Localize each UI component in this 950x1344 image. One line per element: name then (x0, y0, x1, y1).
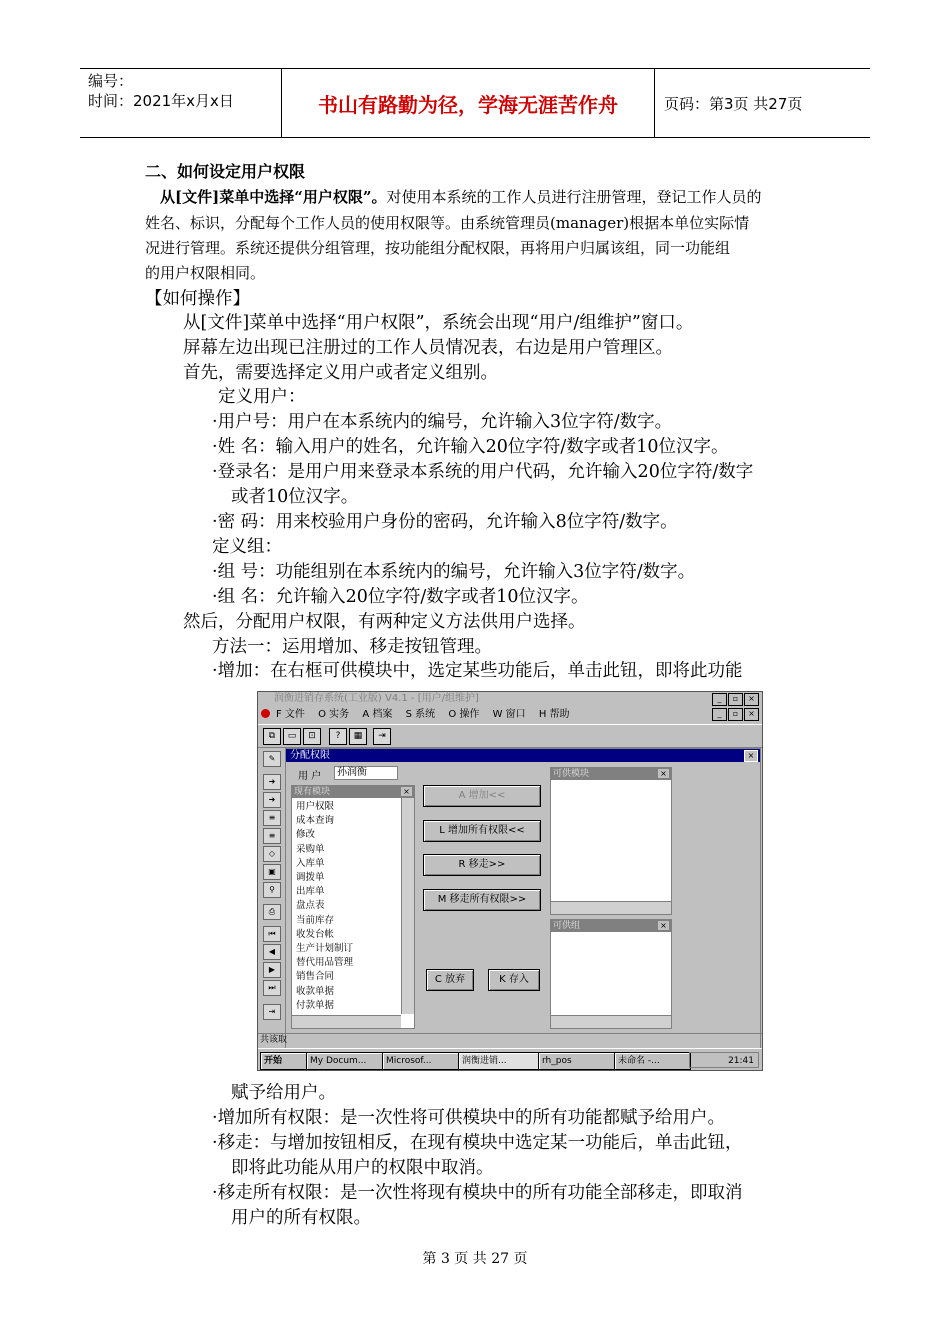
after-line-4: 即将此功能从用户的权限中取消。 (231, 1158, 494, 1178)
search-icon[interactable]: ⚲ (263, 882, 281, 898)
current-modules-panel (291, 785, 415, 1029)
time-label: 时间：2021年x月x日 (88, 92, 234, 110)
next-record-icon[interactable]: ▶ (263, 962, 281, 978)
close-icon[interactable]: × (658, 769, 669, 778)
horizontal-scrollbar[interactable] (292, 1015, 401, 1028)
add-line: ·增加：在右框可供模块中，选定某些功能后，单击此钮，即将此功能 (212, 661, 743, 681)
taskbar-item[interactable]: rh_pos (538, 1052, 615, 1070)
menu-operate[interactable]: O 操作 (448, 709, 480, 720)
intro-line-3: 况进行管理。系统还提供分组管理，按功能组分配权限，再将用户归属该组，同一功能组 (145, 239, 731, 257)
menu-window[interactable]: W 窗口 (492, 709, 526, 720)
dialog-title: 分配权限 (286, 749, 760, 762)
horizontal-scrollbar[interactable] (551, 1015, 671, 1028)
save-button[interactable]: K 存入 (488, 969, 540, 991)
insert-icon[interactable]: ≡ (263, 810, 281, 826)
minimize-icon[interactable]: _ (712, 708, 727, 721)
module-list-item[interactable]: 当前库存 (296, 914, 335, 926)
intro-line-2: 姓名、标识，分配每个工作人员的使用权限等。由系统管理员(manager)根据本单位实际情 (145, 214, 750, 232)
current-modules-list[interactable] (296, 800, 353, 1013)
toolbar (258, 724, 762, 748)
remove-button[interactable]: R 移走>> (423, 854, 541, 876)
method1-line: 方法一：运用增加、移走按钮管理。 (212, 637, 492, 657)
start-button[interactable]: 开始 (260, 1052, 307, 1070)
grid-icon[interactable]: ▦ (349, 728, 367, 745)
intro-line1-rest: 对使用本系统的工作人员进行注册管理，登记工作人员的 (386, 188, 762, 206)
module-list-item[interactable]: 入库单 (296, 857, 325, 869)
module-list-item[interactable]: 销售合同 (296, 971, 335, 983)
prev-record-icon[interactable]: ◀ (263, 944, 281, 960)
menu-archive[interactable]: A 档案 (362, 709, 393, 720)
close-icon[interactable]: × (744, 750, 758, 762)
remove-all-button[interactable]: M 移走所有权限>> (423, 889, 541, 911)
delete-icon[interactable]: ≡ (263, 828, 281, 844)
last-record-icon[interactable]: ⏭ (263, 980, 281, 996)
module-list-item[interactable]: 替代用品管理 (296, 957, 354, 969)
print-icon[interactable]: ⎙ (263, 904, 281, 920)
taskbar-item-active[interactable]: 润衡进销... (458, 1052, 539, 1070)
define-group-item: ·组 号：功能组别在本系统内的编号，允许输入3位字符/数字。 (212, 562, 696, 582)
exit-icon[interactable]: ⇥ (263, 1004, 281, 1020)
first-record-icon[interactable]: ⏮ (263, 926, 281, 942)
eraser-icon[interactable]: ◇ (263, 846, 281, 862)
arrow-right-icon[interactable]: ➜ (263, 774, 281, 790)
close-icon[interactable]: × (744, 693, 759, 706)
add-button[interactable]: A 增加<< (423, 785, 541, 807)
header-page-label: 页码：第3页 共27页 (664, 94, 803, 113)
save-icon[interactable]: ▣ (263, 864, 281, 880)
taskbar-item[interactable]: My Docum... (306, 1052, 383, 1070)
minimize-icon[interactable]: _ (712, 693, 727, 706)
taskbar-item[interactable]: Microsof... (382, 1052, 459, 1070)
menu-help[interactable]: H 帮助 (538, 709, 570, 720)
module-list-item[interactable]: 用户权限 (296, 801, 335, 812)
after-line-3: ·移走：与增加按钮相反，在现有模块中选定某一功能后，单击此钮， (212, 1133, 743, 1153)
module-list-item[interactable]: 收款单据 (296, 985, 335, 997)
current-modules-title: 现有模块 × (292, 786, 414, 798)
define-user-item: ·姓 名：输入用户的姓名，允许输入20位字符/数字或者10位汉字。 (212, 437, 729, 457)
module-list-item[interactable]: 生产计划制订 (296, 943, 354, 955)
define-user-item: ·密 码：用来校验用户身份的密码，允许输入8位字符/数字。 (212, 512, 678, 532)
restore-icon[interactable]: ▫ (728, 693, 743, 706)
close-icon[interactable]: × (744, 708, 759, 721)
menu-bar (258, 707, 762, 722)
module-list-item[interactable]: 成本查询 (296, 815, 335, 827)
after-line-2: ·增加所有权限：是一次性将可供模块中的所有功能都赋予给用户。 (212, 1108, 726, 1128)
close-icon[interactable]: × (658, 921, 669, 930)
menu-file[interactable]: F 文件 (276, 709, 305, 720)
intro-line-1 (160, 185, 761, 209)
app-title: 润衡进销存系统(工业版) V4.1 - [用户/组维护] (258, 692, 762, 706)
intro-line-4: 的用户权限相同。 (145, 264, 266, 282)
page-footer: 第 3 页 共 27 页 (422, 1251, 528, 1267)
side-toolbar (260, 748, 282, 1048)
header-meta (80, 69, 282, 137)
taskbar (258, 1048, 762, 1071)
horizontal-scrollbar[interactable] (551, 901, 671, 914)
how-heading: 【如何操作】 (145, 289, 250, 309)
page-header (80, 68, 870, 138)
user-field[interactable]: 孙润衡 (334, 766, 398, 780)
assign-permission-dialog (285, 748, 761, 1054)
module-list-item[interactable]: 收发台帐 (296, 928, 335, 940)
status-bar: 共该取 (258, 1033, 762, 1047)
close-icon[interactable]: × (401, 787, 412, 796)
arrow-right-icon[interactable]: ➜ (263, 792, 281, 808)
body-line-3: 首先，需要选择定义用户或者定义组别。 (183, 363, 498, 383)
available-modules-panel (550, 767, 672, 915)
exit-icon[interactable]: ⇥ (373, 728, 391, 745)
module-list-item[interactable]: 修改 (296, 829, 316, 841)
available-group-panel (550, 919, 672, 1029)
module-list-item[interactable]: 采购单 (296, 843, 325, 855)
define-user-item: ·用户号：用户在本系统内的编号，允许输入3位字符/数字。 (212, 412, 673, 432)
then-line: 然后，分配用户权限，有两种定义方法供用户选择。 (183, 612, 586, 632)
define-group-item: ·组 名：允许输入20位字符/数字或者10位汉字。 (212, 587, 589, 607)
module-list-item[interactable]: 盘点表 (296, 900, 325, 912)
pencil-icon[interactable]: ✎ (263, 751, 281, 767)
body-line-2: 屏幕左边出现已注册过的工作人员情况表，右边是用户管理区。 (183, 338, 673, 358)
define-user-heading: 定义用户： (218, 387, 306, 407)
add-all-button[interactable]: L 增加所有权限<< (423, 820, 541, 842)
body-line-1: 从[文件]菜单中选择“用户权限”，系统会出现“用户/组维护”窗口。 (183, 313, 694, 333)
system-tray-clock: 21:41 (689, 1052, 759, 1068)
section-title: 二、如何设定用户权限 (145, 162, 306, 181)
define-group-heading: 定义组： (212, 537, 282, 557)
header-motto: 书山有路勤为径，学海无涯苦作舟 (282, 69, 655, 137)
intro-lead: 从[文件]菜单中选择“用户权限”。 (160, 188, 387, 206)
number-label: 编号： (88, 72, 134, 90)
define-user-item: 或者10位汉字。 (231, 487, 359, 507)
module-list-item[interactable]: 调拨单 (296, 872, 325, 884)
app-window-controls (712, 693, 759, 706)
taskbar-item[interactable]: 未命名 -... (614, 1052, 691, 1070)
after-line-5: ·移走所有权限：是一次性将现有模块中的所有功能全部移走，即取消 (212, 1183, 743, 1203)
available-group-title: 可供组 × (551, 920, 671, 932)
module-list-item[interactable]: 付款单据 (296, 999, 335, 1011)
user-label: 用 户 (298, 771, 322, 782)
available-modules-title: 可供模块 × (551, 768, 671, 780)
after-line-1: 赋予给用户。 (231, 1083, 336, 1103)
restore-icon[interactable]: ▫ (728, 708, 743, 721)
vertical-scrollbar[interactable] (401, 798, 414, 1014)
define-user-item: ·登录名：是用户用来登录本系统的用户代码，允许输入20位字符/数字 (212, 462, 754, 482)
module-list-item[interactable]: 出库单 (296, 886, 325, 898)
menu-system[interactable]: S 系统 (405, 709, 436, 720)
app-screenshot (257, 691, 763, 1071)
cancel-button[interactable]: C 放弃 (426, 969, 474, 991)
help-icon[interactable]: ? (329, 728, 347, 745)
doc-window-controls (712, 708, 759, 721)
menu-business[interactable]: O 实务 (318, 709, 350, 720)
after-line-6: 用户的所有权限。 (231, 1208, 371, 1228)
window-icon[interactable]: ▭ (283, 728, 301, 745)
box-icon[interactable]: ⊡ (303, 728, 321, 745)
copy-icon[interactable]: ⧉ (263, 728, 281, 745)
